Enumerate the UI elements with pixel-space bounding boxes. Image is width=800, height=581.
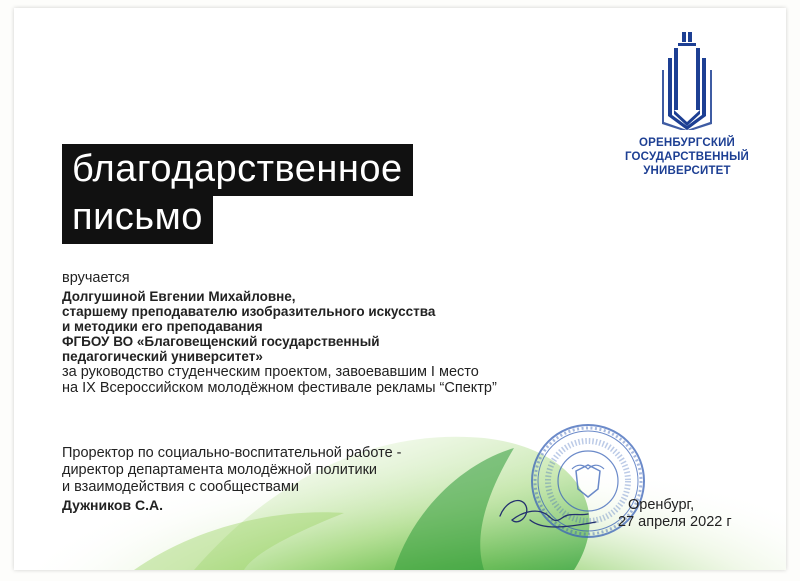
reason-line: на IX Всероссийском молодёжном фестивале рекламы “Спектр” [62, 380, 497, 396]
university-name-line1: ОРЕНБУРГСКИЙ [638, 137, 736, 149]
recipient-line: Долгушиной Евгении Михайловне, [62, 289, 296, 304]
place-date-block [618, 497, 732, 531]
recipient-line: ФГБОУ ВО «Благовещенский государственный [62, 334, 380, 349]
letter-body [62, 270, 662, 396]
recipient-line: старшему преподавателю изобразительного искусства [62, 304, 436, 319]
university-name-line2: ГОСУДАРСТВЕННЫЙ [624, 151, 750, 163]
university-name [612, 136, 762, 178]
title-line-1: благодарственное [62, 144, 413, 196]
recipient-line: педагогический университет» [62, 349, 263, 364]
signatory-name: Дужников С.А. [62, 497, 163, 513]
university-logo [612, 30, 762, 178]
signatory-block [62, 445, 522, 514]
recipient-line: и методики его преподавания [62, 319, 263, 334]
title-line-2: письмо [62, 194, 213, 244]
date: 27 апреля 2022 г [618, 514, 732, 530]
city: Оренбург, [628, 497, 695, 513]
awarded-text: вручается [62, 270, 130, 286]
signatory-position-line: Проректор по социально-воспитательной работе - [62, 445, 402, 461]
university-name-line3: УНИВЕРСИТЕТ [643, 165, 731, 177]
signatory-position-line: директор департамента молодёжной политики [62, 462, 378, 478]
signatory-position-line: и взаимодействия с сообществами [62, 479, 299, 495]
reason-line: за руководство студенческим проектом, завоевавшим I место [62, 364, 479, 380]
certificate-sheet [14, 8, 786, 570]
university-logo-icon [652, 30, 722, 130]
